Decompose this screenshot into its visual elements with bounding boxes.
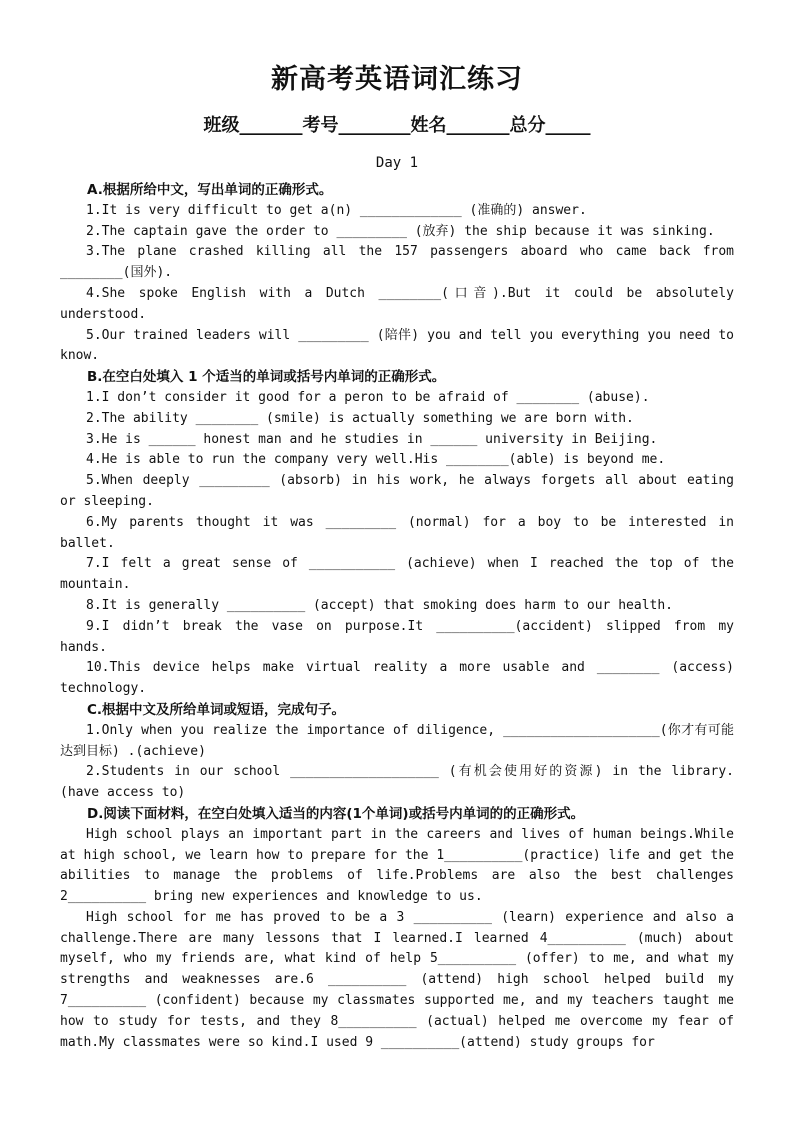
question-item: 2.The captain gave the order to _________ (放弃) the ship because it was sinking. xyxy=(86,223,715,239)
question-item: 10.This device helps make virtual reality a more usable and ________ (access) technology. xyxy=(60,660,734,697)
passage-paragraph: High school plays an important part in the careers and lives of human beings.While at high school, we learn how to prepare for the 1__________(practice) life and get the abilities to manage the problems of life.Problems are also the best challenges 2__________ bring new experiences and knowledge to us. xyxy=(60,826,734,905)
student-info-line: 班级_______考号________姓名_______总分_____ xyxy=(203,115,591,136)
question-item: 7.I felt a great sense of ___________ (achieve) when I reached the top of the mountain. xyxy=(60,556,734,593)
question-item: 2.Students in our school ___________________ (有机会使用好的资源) in the library. (have access to) xyxy=(60,764,734,801)
question-item: 9.I didn’t break the vase on purpose.It __________(accident) slipped from my hands. xyxy=(60,618,734,655)
question-item: 1.Only when you realize the importance of diligence, ____________________(你才有可能达到目标) .(achieve) xyxy=(60,722,734,759)
question-item: 1.I don’t consider it good for a peron to be afraid of ________ (abuse). xyxy=(86,389,650,405)
section-d-heading: D.阅读下面材料，在空白处填入适当的内容(1个单词)或括号内单词的的正确形式。 xyxy=(87,805,585,822)
section-c-heading: C.根据中文及所给单词或短语，完成句子。 xyxy=(87,701,346,718)
question-item: 1.It is very difficult to get a(n) _____________ (准确的) answer. xyxy=(86,202,587,218)
question-item: 6.My parents thought it was _________ (normal) for a boy to be interested in ballet. xyxy=(60,514,734,551)
question-item: 5.Our trained leaders will _________ (陪伴) you and tell you everything you need to know. xyxy=(60,327,734,364)
question-item: 4.He is able to run the company very well.His ________(able) is beyond me. xyxy=(86,452,666,468)
passage-paragraph: High school for me has proved to be a 3 __________ (learn) experience and also a challenge.There are many lessons that I learned.I learned 4__________ (much) about myself, who my friends are, what kind of help 5__________ (offer) to me, and what my strengths and weaknesses are.6 __________ (attend) high school helped build my 7__________ (confident) because my classmates supported me, and my teachers taught me how to study for tests, and they 8__________ (actual) helped me overcome my fear of math.My classmates were so kind.I used 9 __________(attend) study groups for xyxy=(60,909,734,1050)
question-item: 3.He is ______ honest man and he studies in ______ university in Beijing. xyxy=(86,431,658,447)
section-b-heading: B.在空白处填入 1 个适当的单词或括号内单词的正确形式。 xyxy=(87,369,446,386)
worksheet-page xyxy=(60,58,734,1053)
section-a-heading: A.根据所给中文，写出单词的正确形式。 xyxy=(87,182,333,198)
question-item: 3.The plane crashed killing all the 157 passengers aboard who came back from ________(国外). xyxy=(60,244,734,281)
question-item: 2.The ability ________ (smile) is actually something we are born with. xyxy=(86,410,634,426)
question-item: 8.It is generally __________ (accept) that smoking does harm to our health. xyxy=(86,597,673,613)
day-label: Day 1 xyxy=(375,155,419,171)
exercise-body xyxy=(60,180,734,1053)
page-title: 新高考英语词汇练习 xyxy=(271,64,523,95)
question-item: 4.She spoke English with a Dutch ________(口音).But it could be absolutely understood. xyxy=(60,285,734,322)
question-item: 5.When deeply _________ (absorb) in his work, he always forgets all about eating or sleeping. xyxy=(60,473,734,509)
